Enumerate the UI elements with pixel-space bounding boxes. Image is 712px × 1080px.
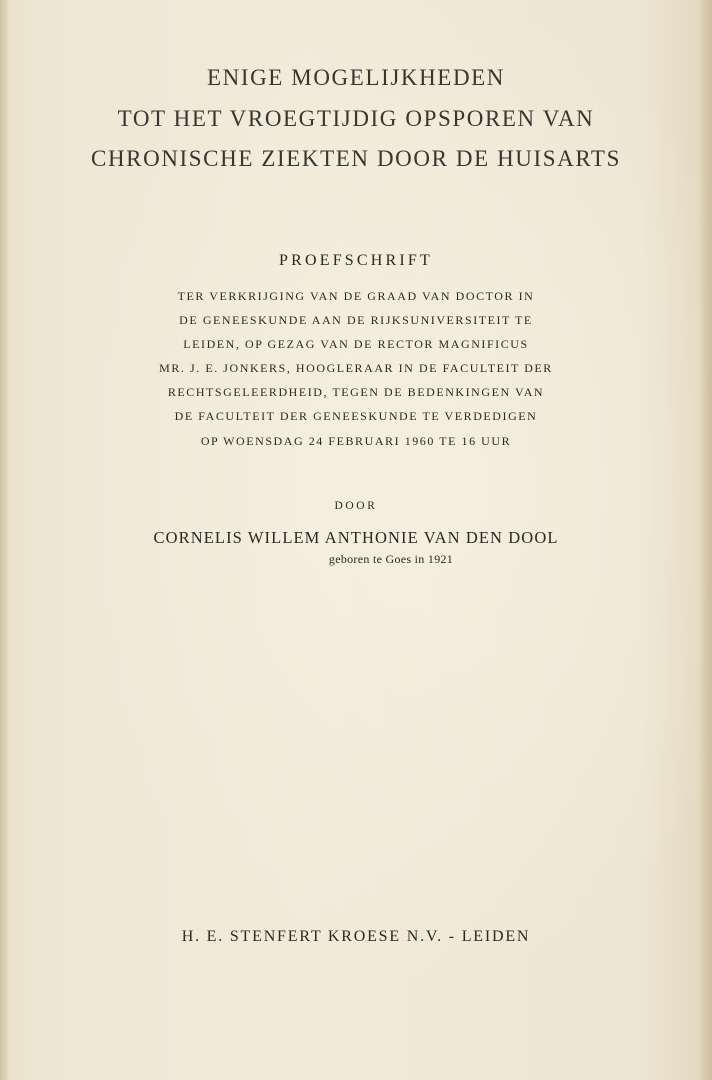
author-birth-info: geboren te Goes in 1921 [328,552,454,566]
body-line-1: TER VERKRIJGING VAN DE GRAAD VAN DOCTOR IN [177,289,535,303]
title-line-2: TOT HET VROEGTIJDIG OPSPOREN VAN [117,106,595,131]
body-line-3: LEIDEN, OP GEZAG VAN DE RECTOR MAGNIFICUS [183,337,529,351]
door-label: DOOR [334,500,378,512]
body-line-4: MR. J. E. JONKERS, HOOGLERAAR IN DE FACULTEIT DER [159,361,553,375]
proefschrift-heading: PROEFSCHRIFT [279,252,433,269]
author-name: CORNELIS WILLEM ANTHONIE VAN DEN DOOL [153,528,559,547]
publisher-imprint: H. E. STENFERT KROESE N.V. - LEIDEN [181,928,531,945]
body-line-7: OP WOENSDAG 24 FEBRUARI 1960 TE 16 UUR [200,434,512,448]
body-line-2: DE GENEESKUNDE AAN DE RIJKSUNIVERSITEIT TE [179,313,533,327]
body-line-5: RECHTSGELEERDHEID, TEGEN DE BEDENKINGEN VAN [167,385,545,399]
body-line-6: DE FACULTEIT DER GENEESKUNDE TE VERDEDIGEN [174,409,538,423]
title-line-1: ENIGE MOGELIJKHEDEN [206,65,506,90]
title-line-3: CHRONISCHE ZIEKTEN DOOR DE HUISARTS [91,146,621,171]
